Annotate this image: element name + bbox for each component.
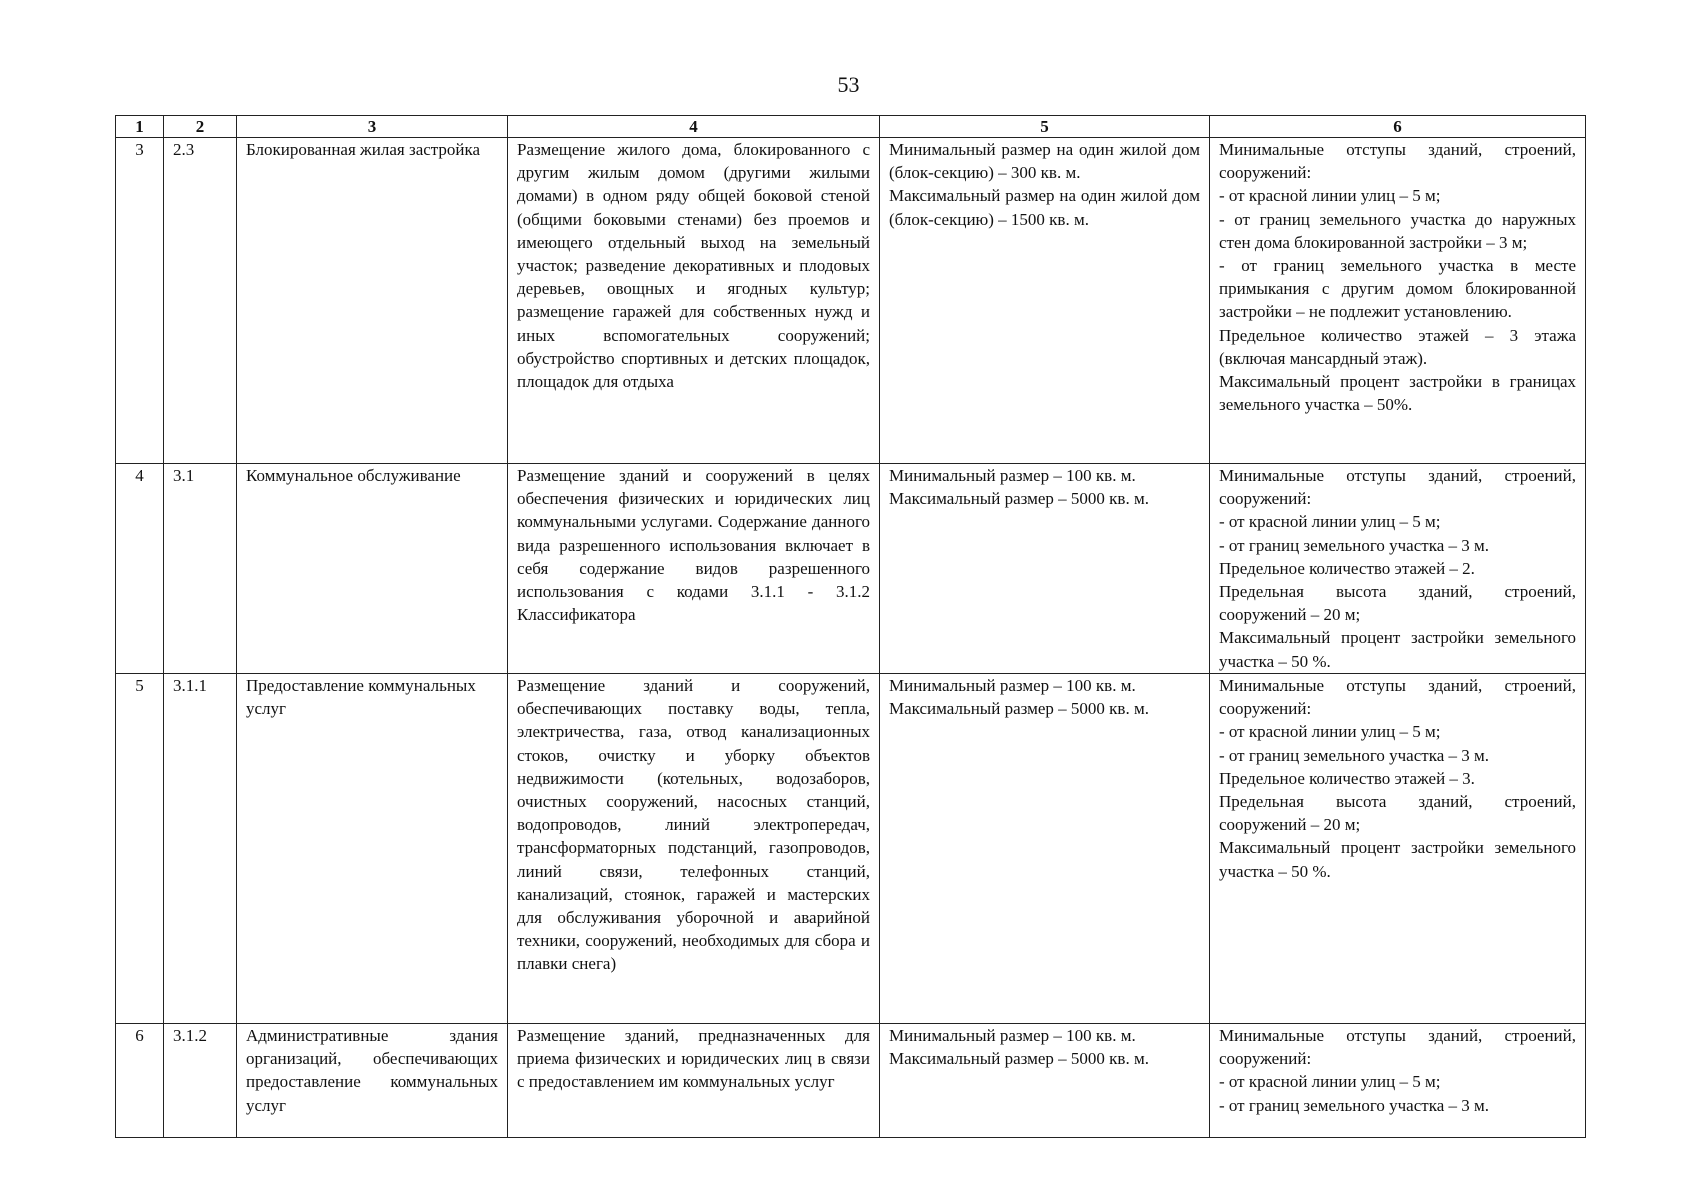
use-name-cell: Административные здания организаций, обеспечивающих предоставление коммунальных услуг xyxy=(237,1024,508,1138)
plot-size-cell: Минимальный размер – 100 кв. м. Максимальный размер – 5000 кв. м. xyxy=(880,674,1210,1024)
construction-params-cell: Минимальные отступы зданий, строений, сооружений: - от красной линии улиц – 5 м; - от границ земельного участка – 3 м. xyxy=(1210,1024,1586,1138)
table-row xyxy=(116,1024,1586,1138)
use-code-cell: 3.1.1 xyxy=(164,674,237,1024)
use-name-cell: Предоставление коммунальных услуг xyxy=(237,674,508,1024)
row-number-cell: 4 xyxy=(116,464,164,674)
construction-params-cell: Минимальные отступы зданий, строений, сооружений: - от красной линии улиц – 5 м; - от границ земельного участка до наружных стен дома блокированной застройки – 3 м; - от границ земельного участка в месте примыкания с другим домом блокированной застройки – не подлежит установлению. Предельное количество этажей – 3 этажа (включая мансардный этаж). Максимальный процент застройки в границах земельного участка – 50%. xyxy=(1210,138,1586,464)
table-row xyxy=(116,464,1586,674)
construction-params-cell: Минимальные отступы зданий, строений, сооружений: - от красной линии улиц – 5 м; - от границ земельного участка – 3 м. Предельное количество этажей – 2. Предельная высота зданий, строений, сооружений – 20 м; Максимальный процент застройки земельного участка – 50 %. xyxy=(1210,464,1586,674)
land-use-table xyxy=(115,115,1586,1138)
table-row xyxy=(116,138,1586,464)
use-name-cell: Блокированная жилая застройка xyxy=(237,138,508,464)
use-description-cell: Размещение зданий и сооружений, обеспечивающих поставку воды, тепла, электричества, газа, отвод канализационных стоков, очистку и уборку объектов недвижимости (котельных, водозаборов, очистных сооружений, насосных станций, водопроводов, линий электропередач, трансформаторных подстанций, газопроводов, линий связи, телефонных станций, канализаций, стоянок, гаражей и мастерских для обслуживания уборочной и аварийной техники, сооружений, необходимых для сбора и плавки снега) xyxy=(508,674,880,1024)
use-description-cell: Размещение жилого дома, блокированного с другим жилым домом (другими жилыми домами) в одном ряду общей боковой стеной (общими боковыми стенами) без проемов и имеющего отдельный выход на земельный участок; разведение декоративных и плодовых деревьев, овощных и ягодных культур; размещение гаражей для собственных нужд и иных вспомогательных сооружений; обустройство спортивных и детских площадок, площадок для отдыха xyxy=(508,138,880,464)
row-number-cell: 6 xyxy=(116,1024,164,1138)
header-cell-6: 6 xyxy=(1210,116,1586,138)
table-header-row xyxy=(116,116,1586,138)
page-number: 53 xyxy=(837,72,860,97)
row-number-cell: 5 xyxy=(116,674,164,1024)
use-description-cell: Размещение зданий, предназначенных для приема физических и юридических лиц в связи с предоставлением им коммунальных услуг xyxy=(508,1024,880,1138)
use-code-cell: 2.3 xyxy=(164,138,237,464)
table-row xyxy=(116,674,1586,1024)
header-cell-3: 3 xyxy=(237,116,508,138)
use-code-cell: 3.1.2 xyxy=(164,1024,237,1138)
plot-size-cell: Минимальный размер – 100 кв. м. Максимальный размер – 5000 кв. м. xyxy=(880,464,1210,674)
header-cell-1: 1 xyxy=(116,116,164,138)
use-name-cell: Коммунальное обслуживание xyxy=(237,464,508,674)
plot-size-cell: Минимальный размер на один жилой дом (блок-секцию) – 300 кв. м. Максимальный размер на один жилой дом (блок-секцию) – 1500 кв. м. xyxy=(880,138,1210,464)
use-description-cell: Размещение зданий и сооружений в целях обеспечения физических и юридических лиц коммунальными услугами. Содержание данного вида разрешенного использования включает в себя содержание видов разрешенного использования с кодами 3.1.1 - 3.1.2 Классификатора xyxy=(508,464,880,674)
construction-params-cell: Минимальные отступы зданий, строений, сооружений: - от красной линии улиц – 5 м; - от границ земельного участка – 3 м. Предельное количество этажей – 3. Предельная высота зданий, строений, сооружений – 20 м; Максимальный процент застройки земельного участка – 50 %. xyxy=(1210,674,1586,1024)
plot-size-cell: Минимальный размер – 100 кв. м. Максимальный размер – 5000 кв. м. xyxy=(880,1024,1210,1138)
header-cell-4: 4 xyxy=(508,116,880,138)
use-code-cell: 3.1 xyxy=(164,464,237,674)
header-cell-2: 2 xyxy=(164,116,237,138)
header-cell-5: 5 xyxy=(880,116,1210,138)
row-number-cell: 3 xyxy=(116,138,164,464)
